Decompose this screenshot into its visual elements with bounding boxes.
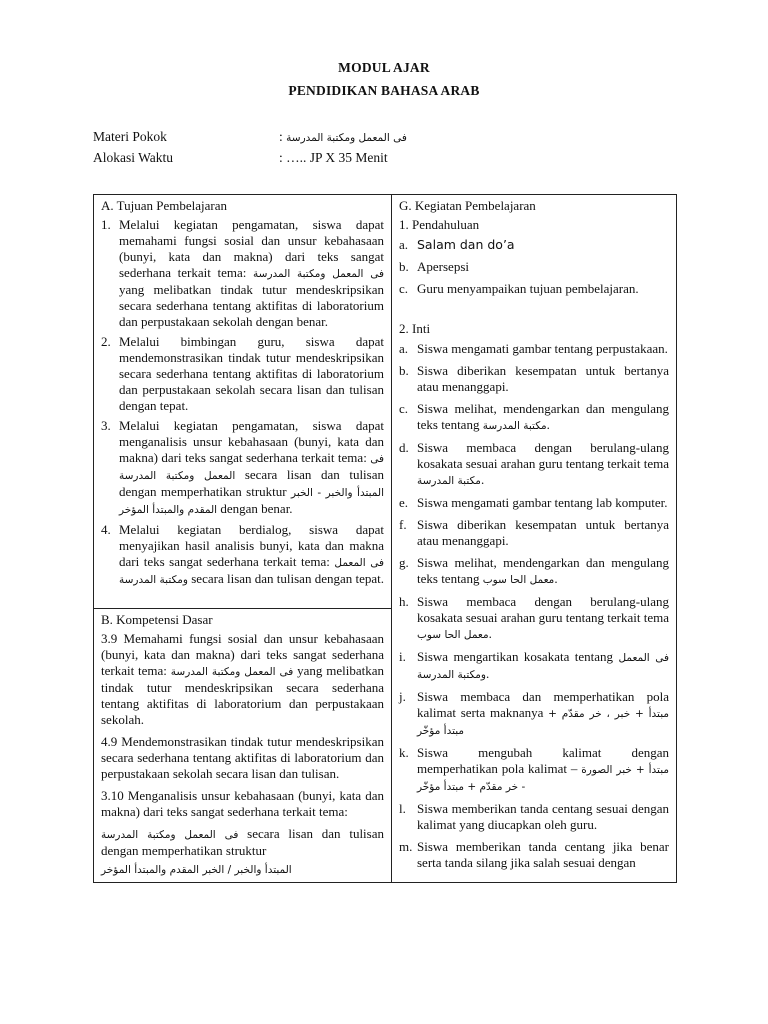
list-item: b. Apersepsi [399, 259, 469, 274]
kd-struktur: المبتدأ والخبر / الخبر المقدم والمبتدأ المؤخر [101, 864, 292, 876]
list-item: j. Siswa membaca dan memperhatikan pola kalimat serta maknanya مبتدأ + خبر ، خر مقدّم + مبتدأ مؤخّر [399, 689, 669, 737]
lesson-table [93, 194, 677, 883]
alokasi-label: Alokasi Waktu [93, 150, 174, 165]
list-item: a. Salam dan do’a [399, 237, 515, 252]
list-item: 3. Melalui kegiatan pengamatan, siswa dapat menganalisis unsur kebahasaan (bunyi, kata dan makna) dari teks sangat sederhana terkait tema: فى المعمل ومكتبة المدرسة secara lisan dan tulisan dengan memperhatikan struktur المبتدأ والخبر - الخبر المقدم والمبتدأ المؤخر dengan benar. [101, 418, 384, 516]
kd-3-10-cont: فى المعمل ومكتبة المدرسة secara lisan dan tulisan dengan memperhatikan struktur [101, 826, 384, 858]
list-item: a. Siswa mengamati gambar tentang perpustakaan. [399, 341, 668, 356]
list-item: b. Siswa diberikan kesempatan untuk bertanya atau menanggapi. [399, 363, 669, 394]
kompetensi-cell [94, 609, 392, 883]
list-item: d. Siswa membaca dengan berulang-ulang kosakata sesuai arahan guru tentang terkait tema مكتبة المدرسة. [399, 440, 669, 487]
tujuan-cell [94, 195, 392, 609]
tujuan-heading: A. Tujuan Pembelajaran [101, 198, 228, 213]
list-item: c. Siswa melihat, mendengarkan dan mengulang teks tentang مكتبة المدرسة. [399, 401, 669, 432]
list-item: e. Siswa mengamati gambar tentang lab komputer. [399, 495, 668, 510]
list-item: i. Siswa mengartikan kosakata tentang فى المعمل ومكتبة المدرسة. [399, 649, 670, 681]
list-item: g. Siswa melihat, mendengarkan dan mengulang teks tentang معمل الحا سوب. [399, 555, 669, 586]
list-item: 2. Melalui bimbingan guru, siswa dapat mendemonstrasikan tindak tutur mendeskripsikan secara sederhana tentang aktifitas di laboratorium dan perpustakaan sekolah secara lisan dan tulisan dengan tepat. [101, 334, 384, 413]
materi-value: : فى المعمل ومكتبة المدرسة [279, 129, 407, 144]
alokasi-value: : ….. JP X 35 Menit [279, 150, 388, 165]
materi-label: Materi Pokok [93, 129, 167, 144]
list-item: c. Guru menyampaikan tujuan pembelajaran. [399, 281, 639, 296]
document-subtitle: PENDIDIKAN BAHASA ARAB [288, 83, 480, 98]
list-item: h. Siswa membaca dengan berulang-ulang kosakata sesuai arahan guru tentang terkait tema معمل الحا سوب. [399, 594, 669, 641]
list-item: m. Siswa memberikan tanda centang jika benar serta tanda silang jika salah sesuai dengan [399, 839, 669, 870]
kegiatan-cell [392, 195, 677, 883]
list-item: k. Siswa mengubah kalimat dengan memperhatikan pola kalimat – مبتدأ + خبر الصورة - خر مقدّم + مبتدأ مؤخّر [399, 745, 670, 793]
list-item: 1. Melalui kegiatan pengamatan, siswa dapat memahami fungsi sosial dan unsur kebahasaan (bunyi, kata dan makna) dari teks sangat sederhana terkait tema: فى المعمل ومكتبة المدرسة yang melibatkan tindak tutur mendeskripsikan secara sederhana tentang aktifitas di laboratorium dan perpustakaan sekolah dengan benar. [101, 217, 384, 329]
list-item: l. Siswa memberikan tanda centang sesuai dengan kalimat yang diucapkan oleh guru. [399, 801, 669, 832]
document-title: MODUL AJAR [338, 60, 430, 75]
kompetensi-heading: B. Kompetensi Dasar [101, 612, 213, 627]
pendahuluan-heading: 1. Pendahuluan [399, 217, 480, 232]
list-item: 4. Melalui kegiatan berdialog, siswa dapat menyajikan hasil analisis bunyi, kata dan makna dari teks sangat sederhana terkait tema: فى المعمل ومكتبة المدرسة secara lisan dan tulisan dengan tepat. [101, 522, 385, 586]
inti-heading: 2. Inti [399, 321, 431, 336]
kd-3-9: 3.9 Memahami fungsi sosial dan unsur kebahasaan (bunyi, kata dan makna) dari teks sangat sederhana terkait tema: فى المعمل ومكتبة المدرسة yang melibatkan tindak tutur mendeskripsikan secara sederhana tentang aktifitas di laboratorium dan perpustakaan sekolah. [101, 631, 384, 727]
kegiatan-heading: G. Kegiatan Pembelajaran [399, 198, 536, 213]
list-item: f. Siswa diberikan kesempatan untuk bertanya atau menanggapi. [399, 517, 669, 548]
tujuan-list [101, 217, 384, 588]
kd-4-9: 4.9 Mendemonstrasikan tindak tutur mendeskripsikan secara sederhana tentang aktifitas di laboratorium dan perpustakaan sekolah secara lisan dan tulisan. [101, 734, 384, 781]
kd-3-10: 3.10 Menganalisis unsur kebahasaan (bunyi, kata dan makna) dari teks sangat sederhana terkait tema: [101, 788, 384, 819]
